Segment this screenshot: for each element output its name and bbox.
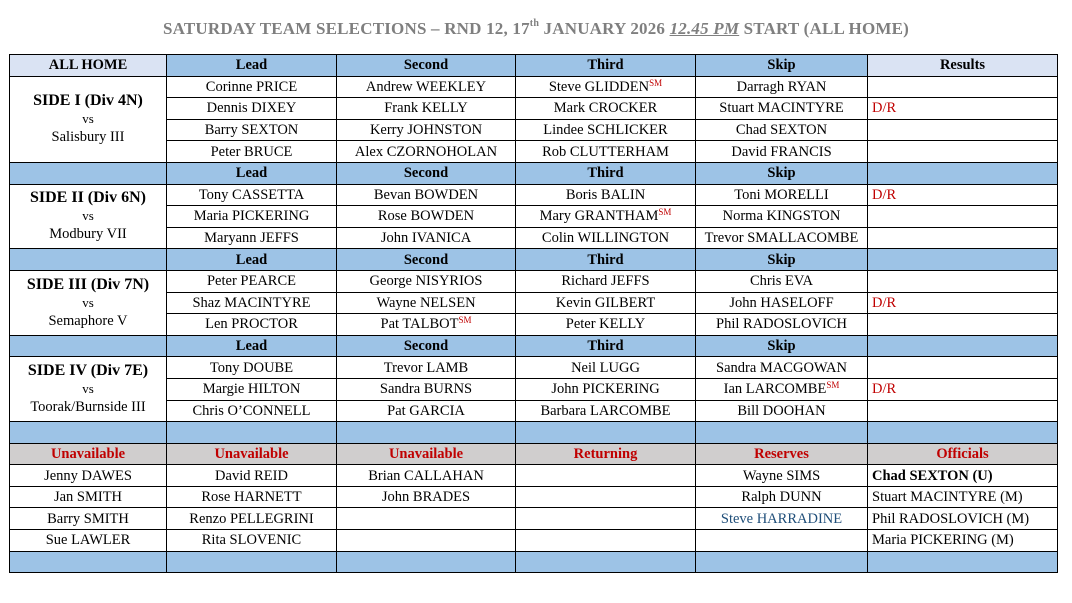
header-row bbox=[10, 249, 1058, 271]
unavailable-cell: Brian CALLAHAN bbox=[337, 465, 516, 487]
side-label: SIDE IV (Div 7E) vs Toorak/Burnside III bbox=[10, 357, 167, 422]
availability-row bbox=[10, 508, 1058, 530]
officials-cell: Maria PICKERING (M) bbox=[868, 530, 1058, 552]
officials-cell: Stuart MACINTYRE (M) bbox=[868, 486, 1058, 508]
third-header: Third bbox=[516, 335, 696, 357]
skip-header: Skip bbox=[696, 335, 868, 357]
skip-cell: Phil RADOSLOVICH bbox=[696, 314, 868, 336]
returning-cell bbox=[516, 486, 696, 508]
skip-cell: John HASELOFF bbox=[696, 292, 868, 314]
second-header: Second bbox=[337, 55, 516, 77]
result-cell bbox=[868, 119, 1058, 141]
result-cell bbox=[868, 206, 1058, 228]
result-cell bbox=[868, 400, 1058, 422]
lead-cell: Len PROCTOR bbox=[167, 314, 337, 336]
lead-cell: Margie HILTON bbox=[167, 378, 337, 400]
third-header: Third bbox=[516, 249, 696, 271]
lead-cell: Corinne PRICE bbox=[167, 76, 337, 98]
result-cell bbox=[868, 76, 1058, 98]
third-header: Third bbox=[516, 162, 696, 184]
unavailable-cell: David REID bbox=[167, 465, 337, 487]
skip-cell: Trevor SMALLACOMBE bbox=[696, 227, 868, 249]
lead-cell: Peter PEARCE bbox=[167, 270, 337, 292]
availability-row bbox=[10, 465, 1058, 487]
lead-cell: Chris O’CONNELL bbox=[167, 400, 337, 422]
results-header bbox=[868, 249, 1058, 271]
all-home-header: ALL HOME bbox=[10, 55, 167, 77]
third-cell: Neil LUGG bbox=[516, 357, 696, 379]
spacer-cell bbox=[516, 422, 696, 444]
second-cell: Andrew WEEKLEY bbox=[337, 76, 516, 98]
spacer-row bbox=[10, 422, 1058, 444]
skip-cell: Chad SEXTON bbox=[696, 119, 868, 141]
lead-cell: Tony DOUBE bbox=[167, 357, 337, 379]
second-cell: Trevor LAMB bbox=[337, 357, 516, 379]
skip-cell: Ian LARCOMBE℠ bbox=[696, 378, 868, 400]
third-cell: John PICKERING bbox=[516, 378, 696, 400]
table-row bbox=[10, 206, 1058, 228]
returning-cell bbox=[516, 465, 696, 487]
third-header: Third bbox=[516, 55, 696, 77]
lead-cell: Maryann JEFFS bbox=[167, 227, 337, 249]
reserves-cell bbox=[696, 530, 868, 552]
second-cell: Alex CZORNOHOLAN bbox=[337, 141, 516, 163]
spacer-cell bbox=[10, 551, 167, 573]
lead-header: Lead bbox=[167, 249, 337, 271]
second-cell: Wayne NELSEN bbox=[337, 292, 516, 314]
third-cell: Peter KELLY bbox=[516, 314, 696, 336]
second-cell: Pat GARCIA bbox=[337, 400, 516, 422]
second-cell: John IVANICA bbox=[337, 227, 516, 249]
unavailable-header-1: Unavailable bbox=[10, 443, 167, 465]
third-cell: Mary GRANTHAM℠ bbox=[516, 206, 696, 228]
availability-header-row bbox=[10, 443, 1058, 465]
spacer-cell bbox=[337, 551, 516, 573]
skip-cell: Darragh RYAN bbox=[696, 76, 868, 98]
table-row bbox=[10, 119, 1058, 141]
lead-header: Lead bbox=[167, 55, 337, 77]
skip-cell: Stuart MACINTYRE bbox=[696, 98, 868, 120]
second-header: Second bbox=[337, 249, 516, 271]
result-cell bbox=[868, 357, 1058, 379]
third-cell: Steve GLIDDEN℠ bbox=[516, 76, 696, 98]
spacer-cell bbox=[868, 551, 1058, 573]
unavailable-header-3: Unavailable bbox=[337, 443, 516, 465]
unavailable-cell: Jenny DAWES bbox=[10, 465, 167, 487]
table-row bbox=[10, 184, 1058, 206]
unavailable-cell bbox=[337, 508, 516, 530]
table-row bbox=[10, 378, 1058, 400]
selections-table bbox=[9, 54, 1058, 573]
page-title: SATURDAY TEAM SELECTIONS – RND 12, 17th JANUARY 2026 12.45 PM START (ALL HOME) bbox=[162, 18, 910, 38]
skip-cell: Bill DOOHAN bbox=[696, 400, 868, 422]
result-cell: D/R bbox=[868, 184, 1058, 206]
skip-header: Skip bbox=[696, 249, 868, 271]
lead-cell: Shaz MACINTYRE bbox=[167, 292, 337, 314]
lead-cell: Maria PICKERING bbox=[167, 206, 337, 228]
table-row bbox=[10, 141, 1058, 163]
second-header: Second bbox=[337, 162, 516, 184]
officials-cell: Chad SEXTON (U) bbox=[868, 465, 1058, 487]
spacer-cell bbox=[337, 422, 516, 444]
results-header bbox=[868, 162, 1058, 184]
third-cell: Boris BALIN bbox=[516, 184, 696, 206]
skip-cell: Toni MORELLI bbox=[696, 184, 868, 206]
table-row bbox=[10, 292, 1058, 314]
skip-header: Skip bbox=[696, 55, 868, 77]
header-row bbox=[10, 55, 1058, 77]
side-label: SIDE I (Div 4N) vs Salisbury III bbox=[10, 76, 167, 162]
result-cell: D/R bbox=[868, 98, 1058, 120]
table-row bbox=[10, 314, 1058, 336]
unavailable-cell bbox=[337, 530, 516, 552]
lead-header: Lead bbox=[167, 335, 337, 357]
returning-cell bbox=[516, 508, 696, 530]
spacer-cell bbox=[167, 551, 337, 573]
result-cell bbox=[868, 270, 1058, 292]
skip-cell: Sandra MACGOWAN bbox=[696, 357, 868, 379]
unavailable-cell: Rita SLOVENIC bbox=[167, 530, 337, 552]
unavailable-cell: Jan SMITH bbox=[10, 486, 167, 508]
table-row bbox=[10, 98, 1058, 120]
unavailable-cell: John BRADES bbox=[337, 486, 516, 508]
reserves-cell: Steve HARRADINE bbox=[696, 508, 868, 530]
spacer-row bbox=[10, 551, 1058, 573]
returning-header: Returning bbox=[516, 443, 696, 465]
returning-cell bbox=[516, 530, 696, 552]
unavailable-cell: Renzo PELLEGRINI bbox=[167, 508, 337, 530]
availability-row bbox=[10, 486, 1058, 508]
second-cell: Pat TALBOT℠ bbox=[337, 314, 516, 336]
skip-cell: Chris EVA bbox=[696, 270, 868, 292]
lead-cell: Barry SEXTON bbox=[167, 119, 337, 141]
result-cell: D/R bbox=[868, 292, 1058, 314]
lead-cell: Dennis DIXEY bbox=[167, 98, 337, 120]
officials-cell: Phil RADOSLOVICH (M) bbox=[868, 508, 1058, 530]
second-header: Second bbox=[337, 335, 516, 357]
header-row bbox=[10, 335, 1058, 357]
results-header: Results bbox=[868, 55, 1058, 77]
third-cell: Colin WILLINGTON bbox=[516, 227, 696, 249]
third-cell: Kevin GILBERT bbox=[516, 292, 696, 314]
unavailable-header-2: Unavailable bbox=[167, 443, 337, 465]
second-cell: Kerry JOHNSTON bbox=[337, 119, 516, 141]
second-cell: Bevan BOWDEN bbox=[337, 184, 516, 206]
side-label: SIDE III (Div 7N) vs Semaphore V bbox=[10, 270, 167, 335]
table-row bbox=[10, 400, 1058, 422]
table-row bbox=[10, 270, 1058, 292]
third-cell: Barbara LARCOMBE bbox=[516, 400, 696, 422]
reserves-header: Reserves bbox=[696, 443, 868, 465]
spacer-cell bbox=[167, 422, 337, 444]
spacer-cell bbox=[10, 422, 167, 444]
reserves-cell: Wayne SIMS bbox=[696, 465, 868, 487]
unavailable-cell: Barry SMITH bbox=[10, 508, 167, 530]
third-cell: Richard JEFFS bbox=[516, 270, 696, 292]
header-row bbox=[10, 162, 1058, 184]
second-cell: Sandra BURNS bbox=[337, 378, 516, 400]
spacer-cell bbox=[696, 422, 868, 444]
skip-header: Skip bbox=[696, 162, 868, 184]
lead-cell: Peter BRUCE bbox=[167, 141, 337, 163]
spacer-cell bbox=[696, 551, 868, 573]
side-label: SIDE II (Div 6N) vs Modbury VII bbox=[10, 184, 167, 249]
unavailable-cell: Rose HARNETT bbox=[167, 486, 337, 508]
result-cell bbox=[868, 227, 1058, 249]
second-cell: Rose BOWDEN bbox=[337, 206, 516, 228]
third-cell: Mark CROCKER bbox=[516, 98, 696, 120]
result-cell bbox=[868, 314, 1058, 336]
reserves-cell: Ralph DUNN bbox=[696, 486, 868, 508]
table-row bbox=[10, 357, 1058, 379]
results-header bbox=[868, 335, 1058, 357]
skip-cell: Norma KINGSTON bbox=[696, 206, 868, 228]
unavailable-cell: Sue LAWLER bbox=[10, 530, 167, 552]
table-row bbox=[10, 76, 1058, 98]
spacer-cell bbox=[516, 551, 696, 573]
third-cell: Rob CLUTTERHAM bbox=[516, 141, 696, 163]
second-cell: Frank KELLY bbox=[337, 98, 516, 120]
availability-row bbox=[10, 530, 1058, 552]
side-spacer bbox=[10, 335, 167, 357]
result-cell: D/R bbox=[868, 378, 1058, 400]
result-cell bbox=[868, 141, 1058, 163]
table-row bbox=[10, 227, 1058, 249]
skip-cell: David FRANCIS bbox=[696, 141, 868, 163]
second-cell: George NISYRIOS bbox=[337, 270, 516, 292]
third-cell: Lindee SCHLICKER bbox=[516, 119, 696, 141]
side-spacer bbox=[10, 162, 167, 184]
lead-header: Lead bbox=[167, 162, 337, 184]
officials-header: Officials bbox=[868, 443, 1058, 465]
spacer-cell bbox=[868, 422, 1058, 444]
side-spacer bbox=[10, 249, 167, 271]
lead-cell: Tony CASSETTA bbox=[167, 184, 337, 206]
